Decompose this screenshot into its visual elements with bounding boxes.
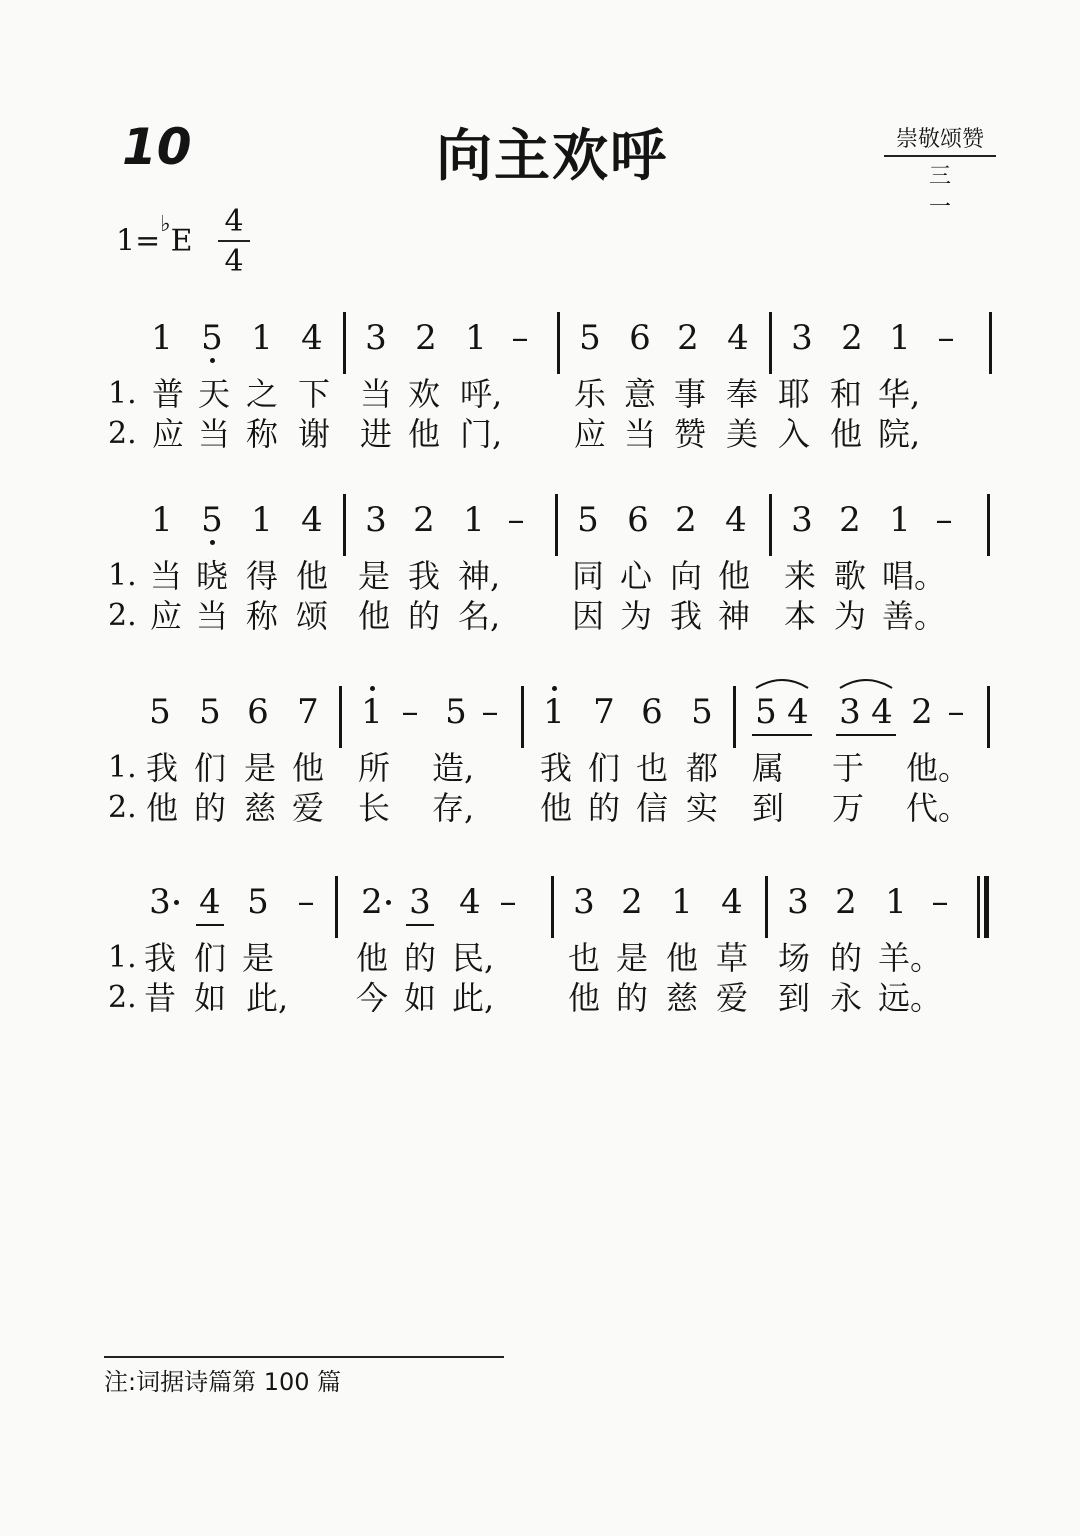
note-row	[0, 500, 1080, 560]
lyric-character: 当	[197, 415, 230, 453]
verse-number: 2.	[108, 790, 137, 825]
note: 5	[197, 318, 227, 358]
note: 3	[149, 882, 171, 922]
note: 4	[199, 882, 221, 922]
lyric-character: 下	[297, 375, 330, 413]
lyric-character: 耶	[777, 375, 810, 413]
note: 5	[579, 318, 601, 358]
note: 2	[911, 692, 933, 732]
verse-number: 1.	[108, 376, 137, 411]
lyric-character: 远。	[878, 979, 943, 1017]
final-barline	[977, 876, 980, 938]
verse-number: 1.	[108, 558, 137, 593]
lyric-character: 之	[245, 375, 278, 413]
lyric-character: 赞	[673, 415, 706, 453]
note: 1	[465, 318, 487, 358]
lyric-character: 是	[243, 749, 276, 787]
lyric-character: 此,	[452, 979, 495, 1017]
lyric-character: 所	[357, 749, 390, 787]
lyric-character: 爱	[715, 979, 748, 1017]
note: 4	[721, 882, 743, 922]
category-name: 崇敬颂赞	[884, 122, 996, 157]
lyric-character: 我	[669, 597, 702, 635]
note: 1	[251, 500, 273, 540]
lyric-character: 院,	[878, 415, 921, 453]
note: 4	[459, 882, 481, 922]
note: 4	[725, 500, 747, 540]
note: 4	[871, 692, 893, 732]
time-signature-upper: 4	[218, 204, 250, 242]
barline	[555, 494, 558, 556]
note: 1	[151, 500, 173, 540]
lyric-character: 晓	[195, 557, 228, 595]
lyric-character: 入	[777, 415, 810, 453]
lyric-character: 意	[623, 375, 656, 413]
note: 1	[539, 692, 569, 732]
note: 3	[791, 500, 813, 540]
verse-number: 2.	[108, 980, 137, 1015]
lyric-character: 实	[685, 789, 718, 827]
lyric-character: 我	[143, 939, 176, 977]
hold-dash: –	[935, 500, 953, 540]
lyric-character: 歌	[833, 557, 866, 595]
note: 6	[627, 500, 649, 540]
lyric-character: 长	[357, 789, 390, 827]
note-row	[0, 882, 1080, 942]
lyric-character: 奉	[725, 375, 758, 413]
lyric-character: 心	[619, 557, 652, 595]
lyric-character: 呼,	[460, 375, 503, 413]
slur-mark	[838, 674, 894, 690]
note: 6	[629, 318, 651, 358]
note: 1	[889, 318, 911, 358]
note: 1	[151, 318, 173, 358]
low-octave-dot	[210, 358, 215, 363]
high-octave-dot	[370, 686, 375, 691]
lyric-character: 今	[355, 979, 388, 1017]
lyric-character: 应	[149, 597, 182, 635]
note: 5	[199, 692, 221, 732]
lyric-character: 唱。	[882, 557, 947, 595]
eighth-note-underline	[406, 924, 434, 926]
lyric-character: 慈	[243, 789, 276, 827]
lyric-character: 名,	[458, 597, 501, 635]
lyric-character: 场	[777, 939, 810, 977]
note: 5	[247, 882, 269, 922]
lyric-character: 造,	[432, 749, 475, 787]
barline	[521, 686, 524, 748]
barline	[557, 312, 560, 374]
lyric-character: 当	[195, 597, 228, 635]
note: 3	[409, 882, 431, 922]
slur-mark	[754, 674, 810, 690]
lyric-character: 爱	[291, 789, 324, 827]
note: 3	[791, 318, 813, 358]
note: 3	[839, 692, 861, 732]
note: 2	[841, 318, 863, 358]
lyric-row-verse-2	[0, 978, 1080, 1018]
note: 5	[149, 692, 171, 732]
note: 3	[365, 318, 387, 358]
note: 2	[415, 318, 437, 358]
flat-symbol: ♭	[160, 212, 171, 237]
augmentation-dot	[386, 900, 391, 905]
lyric-character: 天	[197, 375, 230, 413]
lyric-character: 门,	[460, 415, 503, 453]
lyric-row-verse-2	[0, 414, 1080, 454]
key-prefix: 1=	[116, 223, 161, 259]
note: 4	[301, 500, 323, 540]
hold-dash: –	[401, 692, 419, 732]
barline	[987, 686, 990, 748]
note: 7	[297, 692, 319, 732]
lyric-character: 的	[615, 979, 648, 1017]
note: 2	[413, 500, 435, 540]
lyric-character: 称	[245, 415, 278, 453]
barline	[339, 686, 342, 748]
lyric-character: 代。	[906, 789, 971, 827]
lyric-character: 谢	[297, 415, 330, 453]
lyric-character: 他	[145, 789, 178, 827]
lyric-character: 美	[725, 415, 758, 453]
lyric-character: 欢	[407, 375, 440, 413]
note: 2	[621, 882, 643, 922]
hold-dash: –	[499, 882, 517, 922]
lyric-character: 他	[295, 557, 328, 595]
eighth-note-underline	[196, 924, 224, 926]
lyric-character: 神	[717, 597, 750, 635]
lyric-character: 们	[193, 939, 226, 977]
lyric-character: 颂	[295, 597, 328, 635]
lyric-character: 当	[149, 557, 182, 595]
barline	[765, 876, 768, 938]
note: 1	[889, 500, 911, 540]
lyric-character: 于	[831, 749, 864, 787]
lyric-character: 应	[151, 415, 184, 453]
hold-dash: –	[297, 882, 315, 922]
lyric-character: 羊。	[878, 939, 943, 977]
note: 3	[573, 882, 595, 922]
lyric-character: 是	[357, 557, 390, 595]
verse-number: 1.	[108, 750, 137, 785]
page-title: 向主欢呼	[436, 123, 668, 189]
lyric-character: 信	[635, 789, 668, 827]
note: 1	[463, 500, 485, 540]
lyric-character: 他	[291, 749, 324, 787]
augmentation-dot	[174, 900, 179, 905]
verse-number: 2.	[108, 598, 137, 633]
hold-dash: –	[937, 318, 955, 358]
eighth-note-underline	[752, 734, 812, 736]
footnote-divider	[104, 1356, 504, 1358]
barline	[733, 686, 736, 748]
lyric-character: 他	[665, 939, 698, 977]
lyric-character: 他	[355, 939, 388, 977]
hymn-number: 10	[122, 118, 192, 176]
lyric-character: 当	[623, 415, 656, 453]
footnote: 注:词据诗篇第 100 篇	[104, 1368, 342, 1396]
note: 5	[755, 692, 777, 732]
note: 5	[577, 500, 599, 540]
lyric-row-verse-2	[0, 788, 1080, 828]
hold-dash: –	[931, 882, 949, 922]
barline	[551, 876, 554, 938]
category-label	[884, 122, 996, 221]
note: 6	[641, 692, 663, 732]
time-signature	[218, 204, 250, 282]
hold-dash: –	[481, 692, 499, 732]
lyric-character: 为	[833, 597, 866, 635]
lyric-character: 是	[241, 939, 274, 977]
lyric-character: 普	[151, 375, 184, 413]
lyric-character: 得	[245, 557, 278, 595]
lyric-character: 如	[403, 979, 436, 1017]
lyric-character: 们	[193, 749, 226, 787]
lyric-character: 到	[751, 789, 784, 827]
lyric-character: 他	[407, 415, 440, 453]
note: 1	[251, 318, 273, 358]
high-octave-dot	[552, 686, 557, 691]
lyric-character: 和	[829, 375, 862, 413]
lyric-character: 我	[407, 557, 440, 595]
note: 1	[885, 882, 907, 922]
note: 5	[445, 692, 467, 732]
lyric-character: 我	[145, 749, 178, 787]
lyric-row-verse-1	[0, 748, 1080, 788]
lyric-character: 他	[829, 415, 862, 453]
note: 2	[675, 500, 697, 540]
lyric-character: 向	[669, 557, 702, 595]
lyric-character: 乐	[573, 375, 606, 413]
lyric-character: 为	[619, 597, 652, 635]
lyric-character: 他	[357, 597, 390, 635]
lyric-character: 他	[717, 557, 750, 595]
lyric-character: 应	[573, 415, 606, 453]
lyric-character: 当	[359, 375, 392, 413]
barline	[769, 312, 772, 374]
barline	[987, 494, 990, 556]
lyric-character: 进	[359, 415, 392, 453]
lyric-character: 事	[673, 375, 706, 413]
lyric-character: 称	[245, 597, 278, 635]
lyric-character: 善。	[882, 597, 947, 635]
lyric-character: 是	[615, 939, 648, 977]
lyric-character: 万	[831, 789, 864, 827]
note: 4	[787, 692, 809, 732]
note: 7	[593, 692, 615, 732]
note: 5	[691, 692, 713, 732]
lyric-character: 此,	[246, 979, 289, 1017]
note: 6	[247, 692, 269, 732]
lyric-character: 也	[635, 749, 668, 787]
lyric-character: 同	[571, 557, 604, 595]
note: 3	[365, 500, 387, 540]
note: 4	[301, 318, 323, 358]
note-row	[0, 318, 1080, 378]
lyric-character: 的	[829, 939, 862, 977]
time-signature-lower: 4	[224, 244, 244, 279]
note: 4	[727, 318, 749, 358]
note: 2	[835, 882, 857, 922]
note: 5	[197, 500, 227, 540]
lyric-character: 民,	[452, 939, 495, 977]
lyric-row-verse-2	[0, 596, 1080, 636]
lyric-character: 神,	[458, 557, 501, 595]
note: 2	[839, 500, 861, 540]
lyric-character: 他	[567, 979, 600, 1017]
lyric-character: 也	[567, 939, 600, 977]
barline	[343, 312, 346, 374]
eighth-note-underline	[836, 734, 896, 736]
note: 1	[357, 692, 387, 732]
lyric-character: 属	[751, 749, 784, 787]
lyric-character: 他。	[906, 749, 971, 787]
lyric-character: 到	[777, 979, 810, 1017]
lyric-character: 永	[829, 979, 862, 1017]
category-number: 三 一	[928, 164, 969, 220]
lyric-character: 本	[783, 597, 816, 635]
hold-dash: –	[947, 692, 965, 732]
lyric-character: 草	[715, 939, 748, 977]
key-signature	[116, 212, 193, 259]
low-octave-dot	[210, 540, 215, 545]
verse-number: 1.	[108, 940, 137, 975]
lyric-row-verse-1	[0, 938, 1080, 978]
lyric-character: 昔	[143, 979, 176, 1017]
key-letter: E	[170, 223, 193, 259]
barline	[343, 494, 346, 556]
lyric-character: 的	[407, 597, 440, 635]
final-barline-thick	[984, 876, 989, 938]
lyric-character: 都	[685, 749, 718, 787]
note: 3	[787, 882, 809, 922]
lyric-character: 如	[193, 979, 226, 1017]
lyric-character: 华,	[878, 375, 921, 413]
note: 2	[677, 318, 699, 358]
lyric-character: 来	[783, 557, 816, 595]
lyric-character: 的	[193, 789, 226, 827]
lyric-character: 他	[539, 789, 572, 827]
lyric-character: 慈	[665, 979, 698, 1017]
lyric-character: 因	[571, 597, 604, 635]
note-row	[0, 692, 1080, 752]
verse-number: 2.	[108, 416, 137, 451]
lyric-row-verse-1	[0, 556, 1080, 596]
lyric-character: 我	[539, 749, 572, 787]
barline	[335, 876, 338, 938]
lyric-character: 们	[587, 749, 620, 787]
hold-dash: –	[507, 500, 525, 540]
lyric-row-verse-1	[0, 374, 1080, 414]
note: 1	[671, 882, 693, 922]
note: 2	[361, 882, 383, 922]
lyric-character: 存,	[432, 789, 475, 827]
hold-dash: –	[511, 318, 529, 358]
lyric-character: 的	[403, 939, 436, 977]
barline	[989, 312, 992, 374]
lyric-character: 的	[587, 789, 620, 827]
barline	[769, 494, 772, 556]
